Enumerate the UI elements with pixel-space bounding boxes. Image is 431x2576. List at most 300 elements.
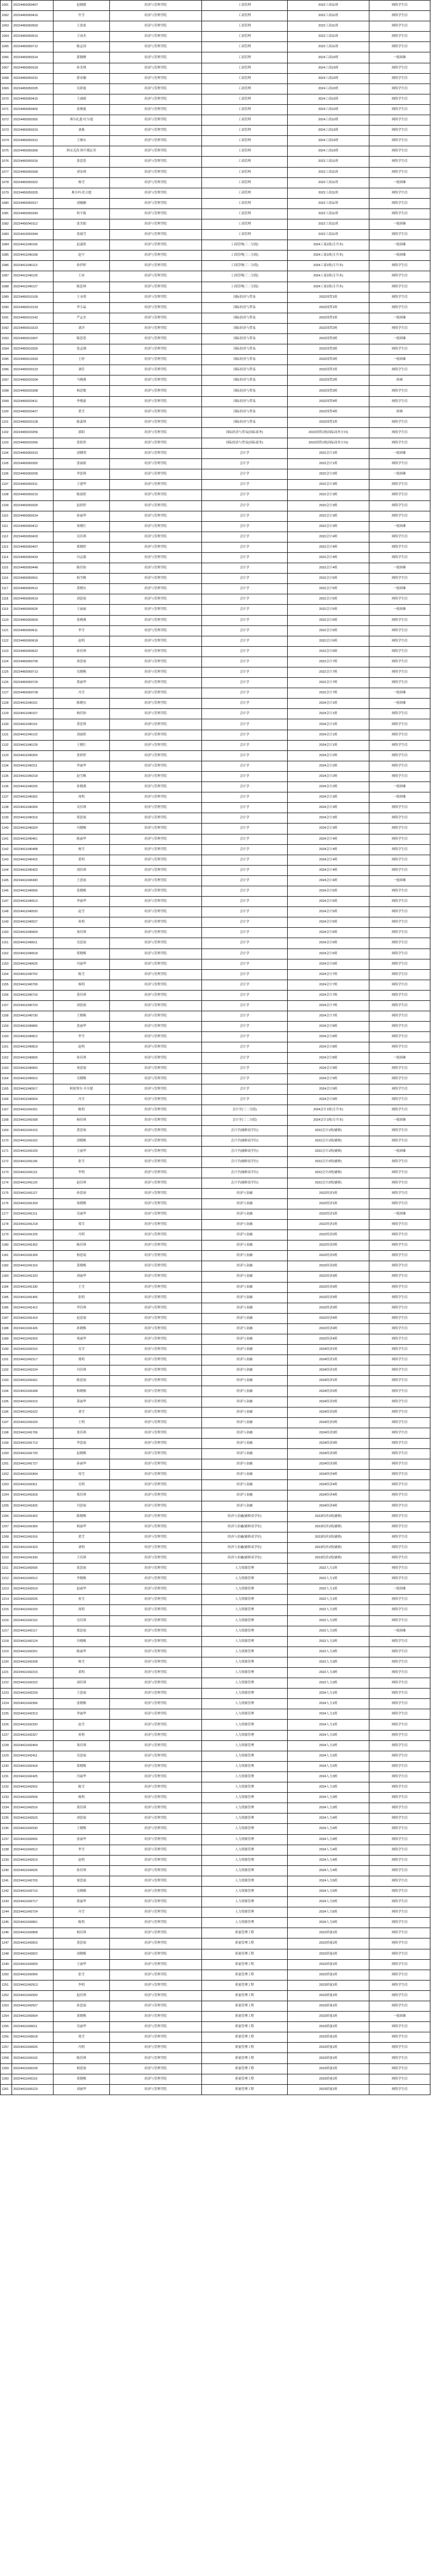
class-name-cell: 2023质量1班 (288, 2032, 369, 2043)
major-cell: 会计学 (202, 500, 288, 511)
student-id-cell: 20224411041629 (12, 1417, 54, 1428)
college-cell: 经济与管理学院 (110, 1261, 202, 1272)
college-cell: 经济与管理学院 (110, 1699, 202, 1709)
major-cell: 会计学 (202, 1094, 288, 1105)
student-name-cell: 孙佳琪 (54, 646, 110, 657)
major-cell: 会计学 (202, 449, 288, 459)
aid-category-cell: 网络学生信 (369, 1824, 430, 1834)
table-row (1, 1011, 430, 1022)
row-number-cell: 1175 (1, 1188, 12, 1198)
college-cell: 经济与管理学院 (110, 251, 202, 261)
major-cell: 人力资源管理 (202, 1584, 288, 1595)
student-id-cell: 20224450060712 (12, 42, 54, 52)
class-name-cell: 2024人力3班 (288, 1771, 369, 1782)
major-cell: 会计学 (202, 886, 288, 896)
aid-category-cell: 网络学生信 (369, 646, 430, 657)
student-name-cell: 杨丽华 (54, 1522, 110, 1532)
major-cell: 经济与金融 (202, 1428, 288, 1438)
student-id-cell: 20224450040112 (12, 219, 54, 229)
class-name-cell: 2024人力4班 (288, 1845, 369, 1855)
major-cell: 经济与金融 (202, 1209, 288, 1219)
class-name-cell: 2022会计3班 (288, 480, 369, 490)
aid-category-cell: 网络学生信 (369, 761, 430, 771)
college-cell: 经济与管理学院 (110, 750, 202, 761)
major-cell: 会计学 (202, 542, 288, 552)
row-number-cell: 1108 (1, 490, 12, 500)
row-number-cell: 1139 (1, 813, 12, 824)
major-cell: 会计学(辅修双学位) (202, 1147, 288, 1157)
student-name-cell: 杨思雨 (54, 1251, 110, 1261)
major-cell: 会计学(辅修双学位) (202, 1178, 288, 1188)
aid-category-cell: 一般困难 (369, 605, 430, 615)
row-number-cell: 1237 (1, 1834, 12, 1845)
row-number-cell: 1073 (1, 126, 12, 136)
table-row (1, 438, 430, 448)
table-row (1, 251, 430, 261)
college-cell: 经济与管理学院 (110, 1542, 202, 1553)
class-name-cell: 2022会计2班(辅修) (288, 1178, 369, 1188)
student-id-cell: 20224411042117 (12, 1626, 54, 1636)
major-cell: 人力资源管理 (202, 1782, 288, 1793)
aid-category-cell: 网络学生信 (369, 678, 430, 688)
table-row (1, 449, 430, 459)
class-name-cell: 2024工商1班(专升本) (288, 251, 369, 261)
class-name-cell: 2022人力3班 (288, 1657, 369, 1667)
aid-category-cell: 网络学生信 (369, 2022, 430, 2032)
college-cell: 经济与管理学院 (110, 282, 202, 292)
college-cell: 经济与管理学院 (110, 917, 202, 928)
college-cell: 经济与管理学院 (110, 396, 202, 407)
aid-category-cell: 网络学生信 (369, 1042, 430, 1053)
table-row (1, 1334, 430, 1345)
row-number-cell: 1143 (1, 855, 12, 865)
student-id-cell: 20224411042605 (12, 1834, 54, 1845)
class-name-cell: 2022工商11班 (288, 198, 369, 208)
college-cell: 经济与管理学院 (110, 1198, 202, 1209)
class-name-cell: 2024会计9班 (288, 1063, 369, 1073)
table-row (1, 1470, 430, 1480)
major-cell: 工商管理 (202, 115, 288, 126)
student-name-cell: 黄佳琪 (54, 990, 110, 1000)
aid-category-cell: 网络学生信 (369, 1345, 430, 1355)
student-id-cell: 20224411041804 (12, 1470, 54, 1480)
table-row (1, 1542, 430, 1553)
major-cell: 会计学 (202, 824, 288, 834)
aid-category-cell: 网络学生信 (369, 1834, 430, 1845)
college-cell: 经济与管理学院 (110, 1689, 202, 1699)
major-cell: 工商管理 (202, 198, 288, 208)
student-name-cell: 吴思雨 (54, 938, 110, 949)
aid-category-cell: 网络学生信 (369, 386, 430, 396)
college-cell: 经济与管理学院 (110, 959, 202, 969)
student-id-cell: 20224411041225 (12, 1230, 54, 1240)
aid-category-cell: 一般困难 (369, 792, 430, 803)
major-cell: 会计学 (202, 699, 288, 709)
row-number-cell: 1165 (1, 1084, 12, 1094)
college-cell: 经济与管理学院 (110, 1136, 202, 1147)
table-row (1, 177, 430, 188)
table-row (1, 1157, 430, 1167)
table-row (1, 1876, 430, 1886)
aid-category-cell: 网络学生信 (369, 511, 430, 521)
student-id-cell: 20224450020123 (12, 365, 54, 375)
row-number-cell: 1152 (1, 949, 12, 959)
table-row (1, 1626, 430, 1636)
table-row (1, 1990, 430, 2001)
student-id-cell: 20224450050302 (12, 115, 54, 126)
row-number-cell: 1134 (1, 761, 12, 771)
major-cell: 工商管理 (202, 32, 288, 42)
college-cell: 经济与管理学院 (110, 938, 202, 949)
class-name-cell: 2022经济1班 (288, 1209, 369, 1219)
row-number-cell: 1191 (1, 1355, 12, 1365)
student-id-cell: 20224450060326 (12, 500, 54, 511)
aid-category-cell: 网络学生信 (369, 459, 430, 469)
aid-category-cell: 网络学生信 (369, 1417, 430, 1428)
student-name-cell: 刘晓梅 (54, 1949, 110, 1959)
table-row (1, 1365, 430, 1376)
row-number-cell: 1133 (1, 750, 12, 761)
class-name-cell: 2024经济2班 (288, 1397, 369, 1407)
major-cell: 会计学 (202, 688, 288, 699)
aid-category-cell: 网络学生信 (369, 667, 430, 678)
aid-category-cell: 网络学生信 (369, 834, 430, 844)
college-cell: 经济与管理学院 (110, 834, 202, 844)
table-row (1, 1646, 430, 1657)
row-number-cell: 1149 (1, 917, 12, 928)
class-name-cell: 2024会计8班 (288, 1053, 369, 1063)
major-cell: 会计学 (202, 615, 288, 625)
student-name-cell: 冯明 (54, 2043, 110, 2053)
student-name-cell: 赵明 (54, 1855, 110, 1865)
aid-category-cell: 网络学生信 (369, 1814, 430, 1824)
row-number-cell: 1079 (1, 188, 12, 198)
student-id-cell: 20224450060603 (12, 615, 54, 625)
college-cell: 经济与管理学院 (110, 1157, 202, 1167)
table-row (1, 699, 430, 709)
major-cell: 人力资源管理 (202, 1814, 288, 1824)
row-number-cell: 1151 (1, 938, 12, 949)
class-name-cell: 2022人力2班 (288, 1605, 369, 1615)
row-number-cell: 1223 (1, 1689, 12, 1699)
major-cell: 会计学 (202, 959, 288, 969)
aid-category-cell: 网络学生信 (369, 1438, 430, 1448)
class-name-cell: 2022工商11班 (288, 157, 369, 167)
student-name-cell: 杨晓梅 (54, 1386, 110, 1397)
student-name-cell: 刘思雨 (54, 1814, 110, 1824)
table-row (1, 136, 430, 146)
major-cell: 人力资源管理 (202, 1834, 288, 1845)
major-cell: 经济与金融 (202, 1355, 288, 1365)
table-row (1, 625, 430, 636)
college-cell: 经济与管理学院 (110, 21, 202, 32)
student-name-cell: 刘雪 (54, 1407, 110, 1417)
table-row (1, 500, 430, 511)
table-row (1, 1084, 430, 1094)
aid-category-cell: 网络学生信 (369, 1428, 430, 1438)
college-cell: 经济与管理学院 (110, 678, 202, 688)
student-name-cell: 杨雪梅 (54, 574, 110, 584)
college-cell: 经济与管理学院 (110, 1668, 202, 1678)
major-cell: 会计学 (202, 865, 288, 875)
aid-category-cell: 网络学生信 (369, 198, 430, 208)
college-cell: 经济与管理学院 (110, 532, 202, 542)
class-name-cell: 2024会计1班 (288, 740, 369, 750)
table-row (1, 511, 430, 521)
row-number-cell: 1196 (1, 1407, 12, 1417)
aid-category-cell: 网络学生信 (369, 84, 430, 94)
class-name-cell: 2022会计4班 (288, 563, 369, 574)
class-name-cell: 2023国贸1班(国际商务方向) (288, 438, 369, 448)
student-id-cell: 20224411043004 (12, 2012, 54, 2022)
class-name-cell: 2024会计4班 (288, 834, 369, 844)
major-cell: 经济与金融 (202, 1230, 288, 1240)
row-number-cell: 1146 (1, 886, 12, 896)
row-number-cell: 1195 (1, 1397, 12, 1407)
row-number-cell: 1091 (1, 313, 12, 323)
student-id-cell: 20224411042124 (12, 1636, 54, 1646)
class-name-cell: 2022会计4班 (288, 532, 369, 542)
row-number-cell: 1178 (1, 1219, 12, 1230)
student-name-cell: 冯丽华 (54, 959, 110, 969)
aid-category-cell: 网络学生信 (369, 2001, 430, 2012)
aid-category-cell: 网络学生信 (369, 740, 430, 750)
table-row (1, 115, 430, 126)
college-cell: 经济与管理学院 (110, 1022, 202, 1032)
student-name-cell: 刘佳 (54, 365, 110, 375)
student-name-cell: 冯佳琪 (54, 1365, 110, 1376)
class-name-cell: 2022质量1班 (288, 1959, 369, 1970)
major-cell: 经济与金融(辅修双学位) (202, 1553, 288, 1563)
college-cell: 经济与管理学院 (110, 1459, 202, 1470)
student-name-cell: 周晓梅 (54, 1198, 110, 1209)
row-number-cell: 1194 (1, 1386, 12, 1397)
class-name-cell: 2022会计7班 (288, 688, 369, 699)
college-cell: 经济与管理学院 (110, 1490, 202, 1501)
major-cell: 会计学 (202, 771, 288, 781)
row-number-cell: 1155 (1, 980, 12, 990)
class-name-cell: 2023质量1班 (288, 1990, 369, 2001)
row-number-cell: 1062 (1, 11, 12, 21)
row-number-cell: 1121 (1, 625, 12, 636)
aid-category-cell: 网络学生信 (369, 21, 430, 32)
major-cell: 质量管理工程 (202, 1928, 288, 1938)
student-id-cell: 20224450050312 (12, 136, 54, 146)
college-cell: 经济与管理学院 (110, 771, 202, 781)
student-name-cell: 郑丽华 (54, 1897, 110, 1907)
student-id-cell: 20224450020266 (12, 438, 54, 448)
table-row (1, 1668, 430, 1678)
table-row (1, 1803, 430, 1814)
aid-category-cell: 一般困难 (369, 52, 430, 63)
table-row (1, 2043, 430, 2053)
major-cell: 会计学 (202, 803, 288, 813)
aid-category-cell: 一般困难 (369, 469, 430, 480)
aid-category-cell: 网络学生信 (369, 480, 430, 490)
table-row (1, 469, 430, 480)
class-name-cell: 2024人力1班 (288, 1689, 369, 1699)
student-name-cell: 郑丽华 (54, 678, 110, 688)
college-cell: 经济与管理学院 (110, 865, 202, 875)
aid-category-cell: 网络学生信 (369, 1699, 430, 1709)
student-id-cell: 20224411042710 (12, 1886, 54, 1896)
college-cell: 经济与管理学院 (110, 2053, 202, 2063)
college-cell: 经济与管理学院 (110, 1147, 202, 1157)
college-cell: 经济与管理学院 (110, 1011, 202, 1022)
major-cell: 质量管理工程 (202, 1938, 288, 1949)
college-cell: 经济与管理学院 (110, 625, 202, 636)
college-cell: 经济与管理学院 (110, 1105, 202, 1115)
student-name-cell: 张瑞雪 (54, 230, 110, 240)
table-row (1, 594, 430, 605)
student-id-cell: 20224411041001 (12, 1105, 54, 1115)
class-name-cell: 2022国贸2班 (288, 375, 369, 386)
college-cell: 经济与管理学院 (110, 365, 202, 375)
college-cell: 经济与管理学院 (110, 636, 202, 646)
student-name-cell: 黄晓东 (54, 584, 110, 594)
major-cell: 质量管理工程 (202, 2043, 288, 2053)
row-number-cell: 1236 (1, 1824, 12, 1834)
aid-category-cell: 一般困难 (369, 449, 430, 459)
class-name-cell: 2024会计3班 (288, 813, 369, 824)
row-number-cell: 1141 (1, 834, 12, 844)
student-id-cell: 20224411040805 (12, 1022, 54, 1032)
aid-category-cell: 网络学生信 (369, 803, 430, 813)
row-number-cell: 1131 (1, 730, 12, 740)
college-cell: 经济与管理学院 (110, 761, 202, 771)
aid-category-cell: 一般困难 (369, 875, 430, 886)
major-cell: 工商管理 (202, 167, 288, 177)
student-name-cell: 陈丽华 (54, 834, 110, 844)
student-id-cell: 20224411040702 (12, 969, 54, 980)
student-name-cell: 杨佳怡 (54, 709, 110, 719)
class-name-cell: 2024会计4班 (288, 875, 369, 886)
student-id-cell: 20224450050317 (12, 198, 54, 208)
class-name-cell: 2024工商10班 (288, 63, 369, 73)
student-name-cell: 阿依努尔·买买提 (54, 1084, 110, 1094)
student-name-cell: 黄思雨 (54, 1126, 110, 1136)
row-number-cell: 1232 (1, 1782, 12, 1793)
college-cell: 经济与管理学院 (110, 1834, 202, 1845)
row-number-cell: 1168 (1, 1116, 12, 1126)
table-row (1, 1584, 430, 1595)
student-name-cell: 赵明 (54, 1042, 110, 1053)
student-id-cell: 20224411042404 (12, 1740, 54, 1751)
student-id-cell: 20224411042313 (12, 1709, 54, 1720)
major-cell: 经济与金融 (202, 1303, 288, 1313)
table-row (1, 271, 430, 282)
table-row (1, 1032, 430, 1042)
student-name-cell: 郑晓梅 (54, 949, 110, 959)
row-number-cell: 1124 (1, 657, 12, 667)
aid-category-cell: 网络学生信 (369, 574, 430, 584)
student-id-cell: 20224411040309 (12, 803, 54, 813)
college-cell: 经济与管理学院 (110, 667, 202, 678)
class-name-cell: 2024会计1班 (288, 709, 369, 719)
table-row (1, 1355, 430, 1365)
student-name-cell: 张晓梅 (54, 886, 110, 896)
table-row (1, 126, 430, 136)
college-cell: 经济与管理学院 (110, 1605, 202, 1615)
row-number-cell: 1067 (1, 63, 12, 73)
student-id-cell: 20224411042019 (12, 1584, 54, 1595)
class-name-cell: 2024人力4班 (288, 1834, 369, 1845)
student-id-cell: 20224450060311 (12, 480, 54, 490)
student-id-cell: 20224450020204 (12, 375, 54, 386)
student-id-cell: 20224411041316 (12, 1261, 54, 1272)
college-cell: 经济与管理学院 (110, 1636, 202, 1646)
table-row (1, 417, 430, 427)
table-row (1, 1615, 430, 1626)
table-row (1, 427, 430, 438)
major-cell: 人力资源管理 (202, 1709, 288, 1720)
aid-category-cell: 网络学生信 (369, 126, 430, 136)
table-row (1, 803, 430, 813)
college-cell: 经济与管理学院 (110, 782, 202, 792)
student-id-cell: 20224411041015 (12, 1126, 54, 1136)
student-id-cell: 20224411040316 (12, 813, 54, 824)
aid-category-cell: 网络学生信 (369, 1167, 430, 1178)
class-name-cell: 2024会计9班 (288, 1073, 369, 1084)
major-cell: 国际经济与贸易 (202, 334, 288, 344)
college-cell: 经济与管理学院 (110, 813, 202, 824)
class-name-cell: 2023质量1班 (288, 2043, 369, 2053)
table-row (1, 219, 430, 229)
student-id-cell: 20224411041706 (12, 1428, 54, 1438)
student-id-cell: 20224411040430 (12, 875, 54, 886)
college-cell: 经济与管理学院 (110, 615, 202, 625)
aid-category-cell: 网络学生信 (369, 1094, 430, 1105)
student-name-cell: 张思雨 (54, 1564, 110, 1574)
college-cell: 经济与管理学院 (110, 1824, 202, 1834)
class-name-cell: 2022会计5班 (288, 605, 369, 615)
college-cell: 经济与管理学院 (110, 1428, 202, 1438)
aid-category-cell: 网络学生信 (369, 855, 430, 865)
row-number-cell: 1066 (1, 52, 12, 63)
student-id-cell: 20224450060512 (12, 584, 54, 594)
row-number-cell: 1138 (1, 803, 12, 813)
aid-category-cell: 一般困难 (369, 2012, 430, 2022)
row-number-cell: 1205 (1, 1501, 12, 1511)
class-name-cell: 2024会计2班 (288, 782, 369, 792)
college-cell: 经济与管理学院 (110, 563, 202, 574)
college-cell: 经济与管理学院 (110, 2012, 202, 2022)
student-id-cell: 20224411041503 (12, 1334, 54, 1345)
class-name-cell: 2024人力2班 (288, 1730, 369, 1740)
row-number-cell: 1192 (1, 1365, 12, 1376)
table-row (1, 1230, 430, 1240)
table-row (1, 1147, 430, 1157)
aid-category-cell: 一般困难 (369, 563, 430, 574)
student-name-cell: 王晓梅 (54, 1824, 110, 1834)
aid-category-cell: 网络学生信 (369, 1178, 430, 1188)
college-cell: 经济与管理学院 (110, 574, 202, 584)
student-name-cell: 李雪 (54, 1032, 110, 1042)
table-row (1, 1720, 430, 1730)
student-name-cell: 周明 (54, 792, 110, 803)
class-name-cell: 2024会计8班 (288, 1022, 369, 1032)
table-row (1, 969, 430, 980)
row-number-cell: 1170 (1, 1136, 12, 1147)
aid-category-cell: 网络学生信 (369, 709, 430, 719)
student-id-cell: 20224450060314 (12, 511, 54, 521)
class-name-cell: 2024经济2班 (288, 1386, 369, 1397)
major-cell: 经济与金融 (202, 1282, 288, 1292)
major-cell: 会计学 (202, 709, 288, 719)
major-cell: 人力资源管理 (202, 1865, 288, 1876)
college-cell: 经济与管理学院 (110, 136, 202, 146)
class-name-cell: 2022会计3班 (288, 500, 369, 511)
